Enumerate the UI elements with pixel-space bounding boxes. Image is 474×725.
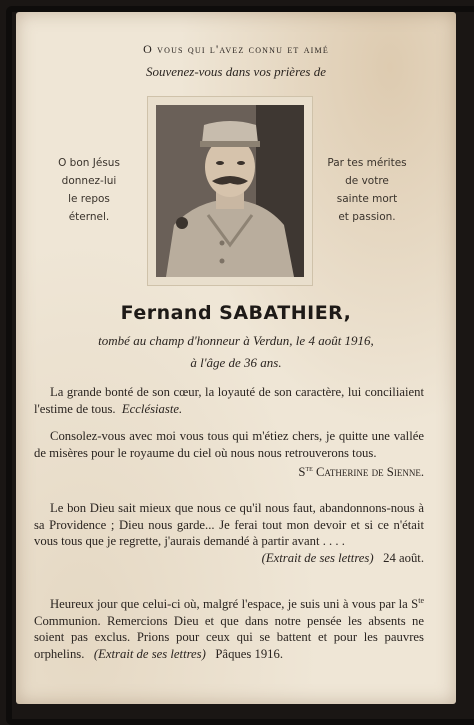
left-prayer-line: O bon Jésus xyxy=(58,157,120,169)
left-prayer-line: donnez-lui xyxy=(61,175,117,187)
paragraph-2-source-name: Catherine de Sienne. xyxy=(315,465,424,480)
right-prayer xyxy=(322,154,412,226)
paragraph-2-source-sup: te xyxy=(305,464,313,473)
paragraph-2-text: Consolez-vous avec moi vous tous qui m'étiez chers, je quitte une vallée de misères pour le royaume du ciel où nous nous retrouverons tous. xyxy=(34,429,424,460)
paragraph-1-source: Ecclésiaste. xyxy=(121,401,183,416)
paragraph-1 xyxy=(34,384,424,417)
paragraph-4-text-b: Communion. Remercions Dieu et que dans notre pensée les absents ne soient pas exclus. Prions pour ceux qui se battent et pour les pauvres orphelins. xyxy=(34,613,424,661)
left-prayer xyxy=(44,154,134,226)
paragraph-4 xyxy=(34,593,424,662)
soldier-portrait-image xyxy=(156,105,304,277)
deceased-name: Fernand SABATHIER, xyxy=(120,302,352,324)
right-prayer-line: Par tes mérites xyxy=(327,157,407,169)
paragraph-4-sup: te xyxy=(418,596,424,605)
right-prayer-line: sainte mort xyxy=(336,193,398,205)
left-prayer-line: le repos xyxy=(68,193,110,205)
paragraph-3-source-line xyxy=(34,550,424,567)
paragraph-1-text: La grande bonté de son cœur, la loyauté de son caractère, lui conciliaient l'estime de tous. xyxy=(34,385,424,416)
paragraph-4-date: Pâques 1916. xyxy=(215,646,284,661)
left-prayer-line: éternel. xyxy=(68,211,110,223)
portrait-photo xyxy=(156,105,304,277)
portrait-frame xyxy=(147,96,313,286)
paragraph-3 xyxy=(34,500,424,566)
paragraph-4-text-a: Heureux jour que celui-ci où, malgré l'espace, je suis uni à vous par la S xyxy=(50,597,419,612)
paragraph-3-source: (Extrait de ses lettres) xyxy=(261,550,374,565)
header-line-1: O vous qui l'avez connu et aimé xyxy=(143,42,329,56)
paragraph-2 xyxy=(34,428,424,481)
right-prayer-line: et passion. xyxy=(338,211,396,223)
right-prayer-line: de votre xyxy=(345,175,389,187)
paragraph-3-date: 24 août. xyxy=(383,550,424,565)
paragraph-4-source: (Extrait de ses lettres) xyxy=(93,646,206,661)
paragraph-3-text: Le bon Dieu sait mieux que nous ce qu'il nous faut, abandonnons-nous à sa Providence ; Dieu nous garde... Je ferai tout mon devoir et si ce n'était vous tous que je regrette, j'aurais demandé à partir avant . . . . xyxy=(34,501,424,548)
death-details: tombé au champ d'honneur à Verdun, le 4 août 1916, xyxy=(98,333,374,348)
paragraph-2-source-prefix: S xyxy=(298,465,306,480)
header-line-2: Souvenez-vous dans vos prières de xyxy=(145,64,327,79)
paragraph-2-source xyxy=(34,461,424,481)
age-line: à l'âge de 36 ans. xyxy=(190,355,282,370)
memorial-card xyxy=(16,12,456,704)
